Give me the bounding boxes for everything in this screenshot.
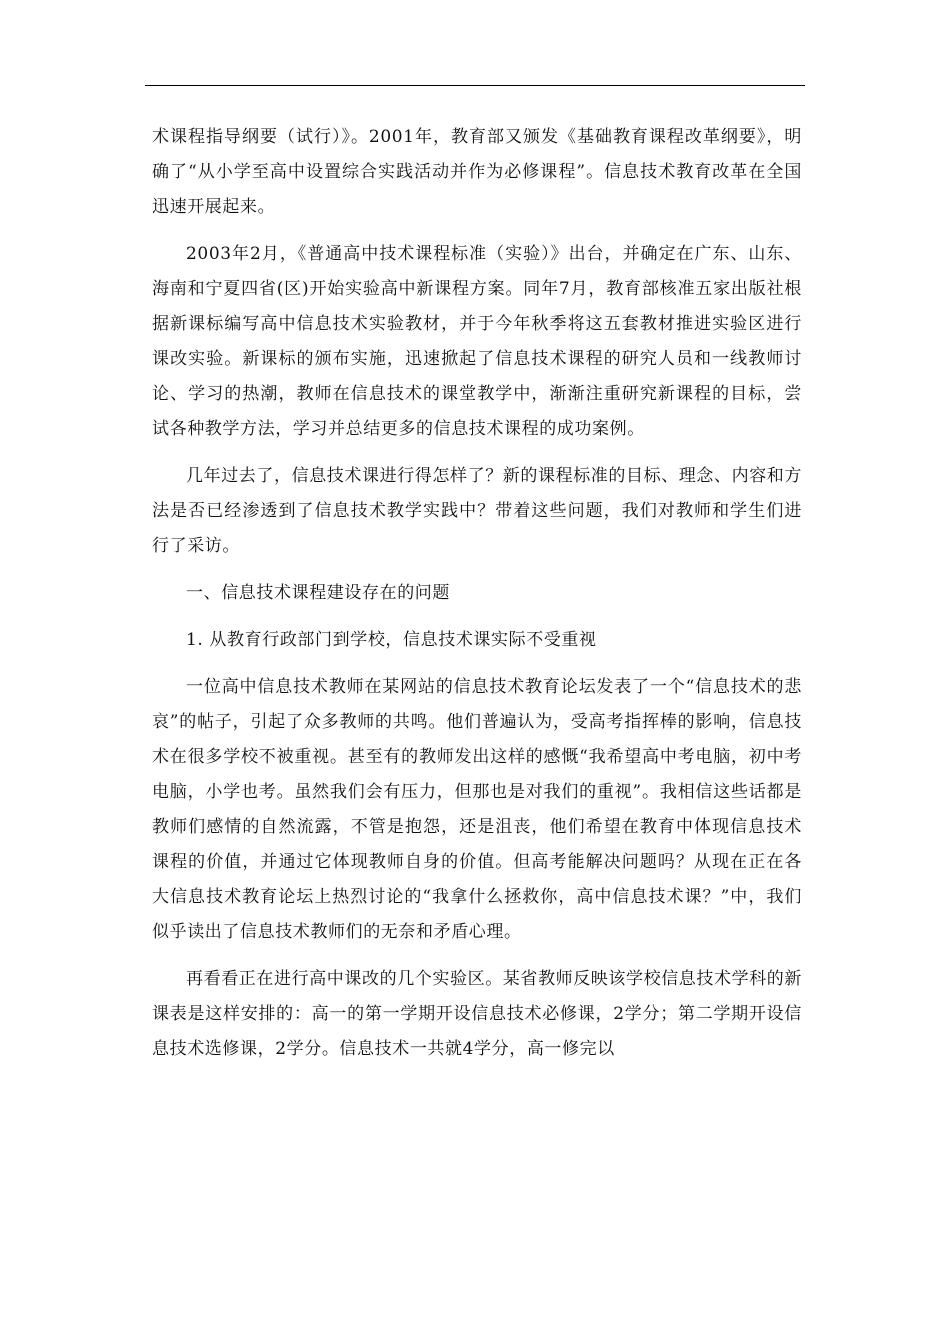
header-rule bbox=[145, 85, 805, 86]
section-heading: 一、信息技术课程建设存在的问题 bbox=[186, 583, 450, 603]
paragraph-curriculum-standard: 2003年2月，《普通高中技术课程标准（实验）》出台，并确定在广东、山东、海南和宁夏四省(区)开始实验高中新课程方案。同年7月，教育部核准五家出版社根据新课标编写高中信息技术实验教材，并于今年秋季将这五套教材推进实验区进行课改实验。新课标的颁布实施，迅速掀起了信息技术课程的研究人员和一线教师讨论、学习的热潮，教师在信息技术的课堂教学中，渐渐注重研究新课程的目标，尝试各种教学方法，学习并总结更多的信息技术课程的成功案例。 bbox=[152, 244, 802, 439]
paragraph-pilot-zones: 再看看正在进行高中课改的几个实验区。某省教师反映该学校信息技术学科的新课表是这样安排的：高一的第一学期开设信息技术必修课，2学分；第二学期开设信息技术选修课，2学分。信息技术一共就4学分，高一修完以 bbox=[152, 969, 802, 1059]
document-body bbox=[152, 120, 802, 1079]
paragraph-questions: 几年过去了，信息技术课进行得怎样了？新的课程标准的目标、理念、内容和方法是否已经渗透到了信息技术教学实践中？带着这些问题，我们对教师和学生们进行了采访。 bbox=[152, 466, 802, 556]
subsection-heading: 1. 从教育行政部门到学校，信息技术课实际不受重视 bbox=[186, 630, 597, 650]
paragraph-continuation: 术课程指导纲要（试行）》。2001年，教育部又颁发《基础教育课程改革纲要》，明确了“从小学至高中设置综合实践活动并作为必修课程”。信息技术教育改革在全国迅速开展起来。 bbox=[152, 127, 802, 217]
paragraph-forum-post: 一位高中信息技术教师在某网站的信息技术教育论坛发表了一个“信息技术的悲哀”的帖子，引起了众多教师的共鸣。他们普遍认为，受高考指挥棒的影响，信息技术在很多学校不被重视。甚至有的教师发出这样的感慨“我希望高中考电脑，初中考电脑，小学也考。虽然我们会有压力，但那也是对我们的重视”。我相信这些话都是教师们感情的自然流露，不管是抱怨，还是沮丧，他们希望在教育中体现信息技术课程的价值，并通过它体现教师自身的价值。但高考能解决问题吗？从现在正在各大信息技术教育论坛上热烈讨论的“我拿什么拯救你，高中信息技术课？”中，我们似乎读出了信息技术教师们的无奈和矛盾心理。 bbox=[152, 677, 802, 942]
